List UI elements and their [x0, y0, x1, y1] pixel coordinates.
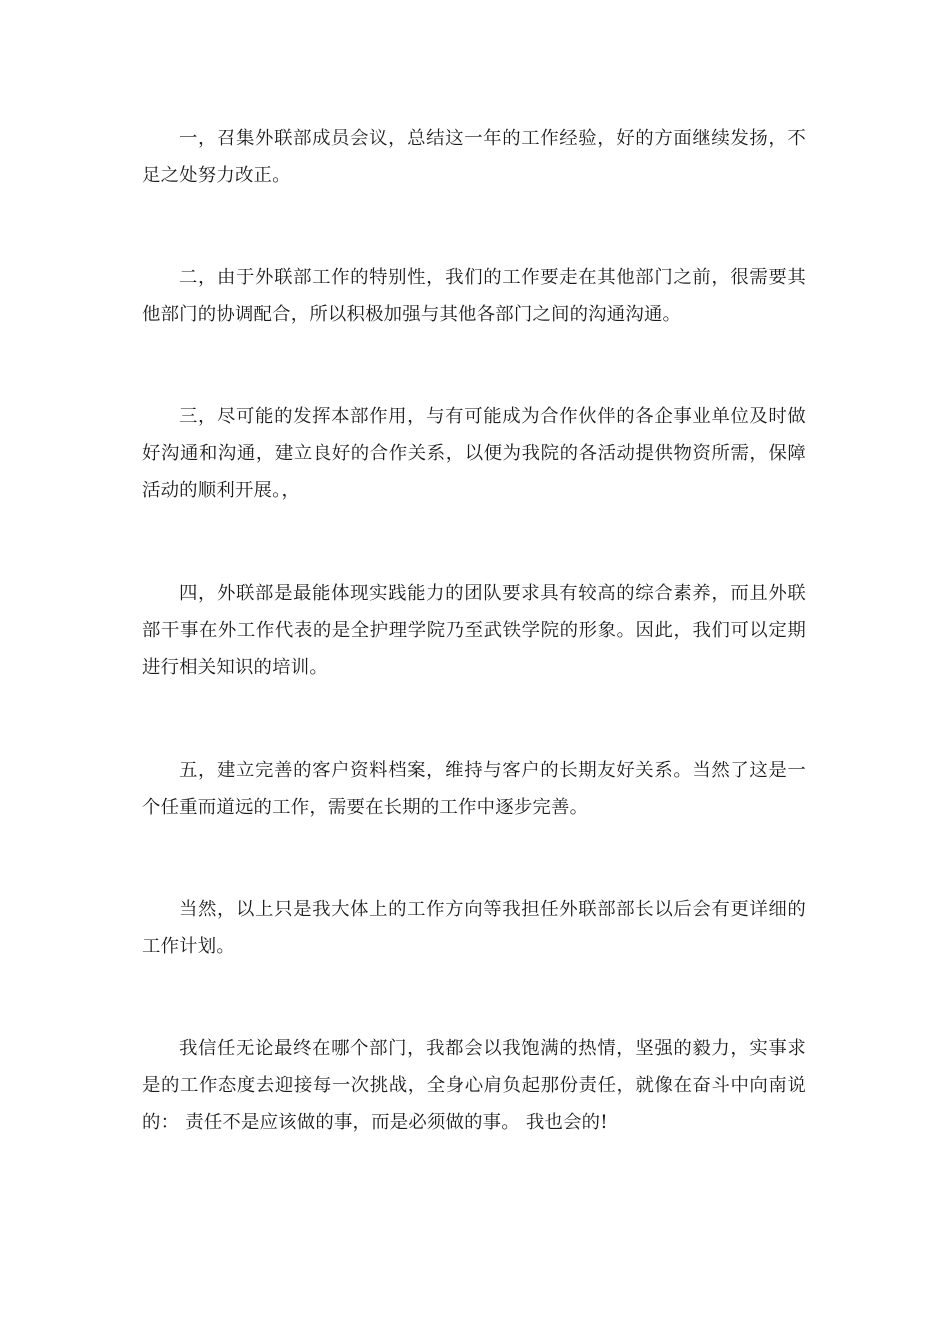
paragraph-3: 三，尽可能的发挥本部作用，与有可能成为合作伙伴的各企事业单位及时做好沟通和沟通，建立良好的合作关系，以便为我院的各活动提供物资所需，保障活动的顺利开展。， — [142, 406, 806, 501]
paragraph-6: 当然，以上只是我大体上的工作方向等我担任外联部部长以后会有更详细的工作计划。 — [142, 899, 806, 957]
paragraph-4: 四，外联部是最能体现实践能力的团队要求具有较高的综合素养，而且外联部干事在外工作代表的是全护理学院乃至武铁学院的形象。因此，我们可以定期进行相关知识的培训。 — [142, 583, 806, 678]
paragraph-5: 五，建立完善的客户资料档案，维持与客户的长期友好关系。当然了这是一个任重而道远的工作，需要在长期的工作中逐步完善。 — [142, 760, 806, 818]
paragraph-2: 二，由于外联部工作的特别性，我们的工作要走在其他部门之前，很需要其他部门的协调配合，所以积极加强与其他各部门之间的沟通沟通。 — [142, 267, 806, 325]
paragraph-1: 一，召集外联部成员会议，总结这一年的工作经验，好的方面继续发扬，不足之处努力改正。 — [142, 128, 806, 186]
paragraph-7: 我信任无论最终在哪个部门，我都会以我饱满的热情，坚强的毅力，实事求是的工作态度去迎接每一次挑战，全身心肩负起那份责任，就像在奋斗中向南说的： 责任不是应该做的事，而是必须做的事。 我也会的! — [142, 1038, 806, 1133]
